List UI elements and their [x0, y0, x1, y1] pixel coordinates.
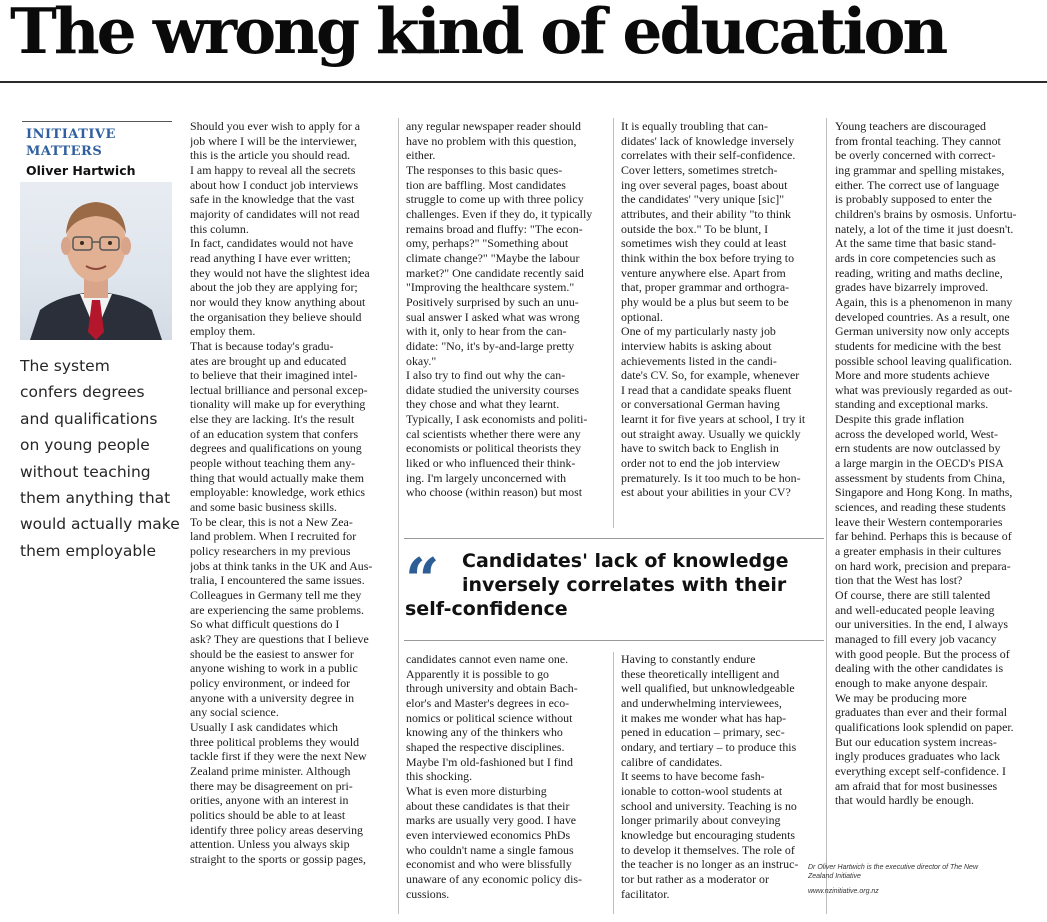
article-text-line: Cover letters, sometimes stretch-	[621, 162, 778, 177]
article-text-line: tor but rather as a moderator or	[621, 871, 769, 886]
article-text-line: this column.	[190, 221, 249, 236]
article-text-line: didates' lack of knowledge inversely	[621, 133, 795, 148]
article-text-line: outside the box." To be blunt, I	[621, 221, 769, 236]
article-text-line: climate change?" "Maybe the labour	[406, 250, 580, 265]
article-text-line: politics should be able to at least	[190, 807, 346, 822]
article-text-line: people without teaching them any-	[190, 456, 356, 471]
article-text-line: unaware of any economic policy dis-	[406, 871, 582, 886]
article-text-line: nately, a lot of the time it just doesn't.	[835, 221, 1014, 236]
article-text-line: ingly produces graduates who lack	[835, 749, 1001, 764]
article-text-line: this is the article you should read.	[190, 148, 351, 163]
article-text-line: students for medicine with the best	[835, 338, 1002, 353]
article-text-line: pened in education – primary, sec-	[621, 725, 785, 740]
article-text-line: straight to the sports or gossip pages,	[190, 851, 367, 866]
article-text-line: But our education system increas-	[835, 734, 997, 749]
pull-quote-left-line: confers degrees	[20, 383, 145, 402]
article-text-line: jobs at think tanks in the UK and Aus-	[190, 558, 373, 573]
article-text-line: they chose and what they learnt.	[406, 397, 560, 412]
article-text-line: what was previously regarded as out-	[835, 382, 1013, 397]
article-text-line: One of my particularly nasty job	[621, 324, 776, 339]
author-note	[808, 863, 978, 881]
article-text-line: who couldn't name a single famous	[406, 842, 574, 857]
article-text-line: from frontal teaching. They cannot	[835, 133, 1001, 148]
article-text-line: have no problem with this question,	[406, 133, 577, 148]
body-column-2-bottom	[406, 652, 611, 901]
article-text-line: it makes me wonder what has hap-	[621, 710, 787, 725]
article-text-line: there may be disagreement on pri-	[190, 778, 353, 793]
body-column-2-top	[406, 119, 611, 500]
article-text-line: anyone wishing to work in a public	[190, 661, 358, 676]
article-text-line: Of course, there are still talented	[835, 588, 991, 602]
article-text-line: is probably supposed to enter the	[835, 192, 992, 207]
article-text-line: ern students are now outclassed by	[835, 441, 1001, 456]
quote-top-rule	[404, 538, 824, 539]
article-text-line: enough to make anyone despair.	[835, 675, 988, 690]
article-text-line: degrees and qualifications on young	[190, 441, 362, 456]
article-text-line: ionable to cotton-wool students at	[621, 783, 783, 798]
article-text-line: employable: knowledge, work ethics	[190, 485, 366, 500]
author-note-line: Dr Oliver Hartwich is the executive director of The New	[808, 864, 978, 871]
article-text-line: Positively surprised by such an unu-	[406, 294, 579, 309]
article-text-line: phy would be a plus but seem to be	[621, 294, 789, 309]
article-text-line: possible school leaving qualification.	[835, 353, 1013, 368]
article-text-line: attention. Unless you always skip	[190, 837, 350, 852]
body-column-4	[835, 119, 1040, 808]
article-text-line: Apparently it is possible to go	[406, 666, 550, 681]
article-text-line: with good people. But the process of	[835, 646, 1010, 661]
article-text-line: knowledge but encouraging students	[621, 827, 796, 842]
column-tag-line-1: INITIATIVE	[26, 127, 116, 142]
article-text-line: a greater emphasis in their cultures	[835, 544, 1002, 559]
article-text-line: tralia, I encountered the same issues.	[190, 573, 365, 588]
quote-bottom-rule	[404, 640, 824, 641]
article-text-line: else they are lacking. It's the result	[190, 412, 355, 427]
pull-quote-center-line: inversely correlates with their	[462, 574, 787, 596]
article-text-line: What is even more disturbing	[406, 783, 547, 798]
article-text-line: ards in core competencies such as	[835, 250, 996, 265]
article-text-line: out straight away. Usually we quickly	[621, 426, 801, 441]
article-text-line: order not to end the job interview	[621, 456, 781, 471]
body-column-3-top	[621, 119, 824, 500]
article-text-line: majority of candidates will not read	[190, 206, 360, 221]
article-text-line: Zealand prime minister. Although	[190, 763, 351, 778]
body-column-1	[190, 119, 395, 866]
article-text-line: ing over several pages, boast about	[621, 177, 788, 192]
article-text-line: It seems to have become fash-	[621, 769, 765, 784]
article-text-line: elor's and Master's degrees in eco-	[406, 695, 570, 710]
column-tag	[26, 126, 116, 160]
article-text-line: Despite this grade inflation	[835, 412, 965, 427]
article-text-line: any regular newspaper reader should	[406, 119, 581, 133]
article-text-line: Again, this is a phenomenon in many	[835, 294, 1013, 309]
article-text-line: qualifications look splendid on paper.	[835, 719, 1014, 734]
article-text-line: am afraid that for most businesses	[835, 778, 998, 793]
article-text-line: nomics or political science without	[406, 710, 573, 725]
article-text-line: this shocking.	[406, 769, 473, 784]
article-text-line: Maybe I'm old-fashioned but I find	[406, 754, 573, 769]
article-text-line: either.	[406, 148, 436, 163]
article-text-line: our universities. In the end, I always	[835, 617, 1009, 632]
pull-quote-center	[405, 546, 789, 621]
article-text-line: Typically, I ask economists and politi-	[406, 412, 588, 427]
article-text-line: who choose (within reason) but most	[406, 485, 583, 500]
article-text-line: about how I conduct job interviews	[190, 177, 359, 192]
author-photo	[20, 182, 172, 340]
article-text-line: The responses to this basic ques-	[406, 162, 563, 177]
article-text-line: to develop it themselves. The role of	[621, 842, 795, 857]
article-text-line: ates are brought up and educated	[190, 353, 347, 368]
article-text-line: leave their Western contemporaries	[835, 514, 1003, 529]
article-text-line: any social science.	[190, 705, 279, 720]
article-text-line: attributes, and their ability "to think	[621, 206, 791, 221]
pull-quote-left-line: on young people	[20, 436, 150, 455]
article-text-line: sciences, and reading these students	[835, 500, 1006, 515]
article-text-line: interview habits is asking about	[621, 338, 772, 353]
article-text-line: that, proper grammar and orthogra-	[621, 280, 790, 295]
article-text-line: of an education system that confers	[190, 426, 359, 441]
article-text-line: to believe that their imagined intel-	[190, 368, 358, 383]
article-text-line: far behind. Perhaps this is because of	[835, 529, 1012, 544]
article-text-line: didate: "No, it's by-and-large pretty	[406, 338, 575, 353]
article-text-line: Young teachers are discouraged	[835, 119, 987, 133]
article-text-line: prematurely. Is it too much to be hon-	[621, 470, 801, 485]
article-text-line: didate studied the university courses	[406, 382, 580, 397]
article-text-line: marks are usually very good. I have	[406, 813, 577, 828]
article-text-line: lectual brilliance and personal excep-	[190, 382, 368, 397]
article-text-line: job where I will be the interviewer,	[190, 133, 357, 148]
article-text-line: tionality will make up for everything	[190, 397, 366, 412]
author-note-line: Zealand Initiative	[808, 873, 861, 880]
article-text-line: date's CV. So, for example, whenever	[621, 368, 800, 383]
article-text-line: they would not have the slightest idea	[190, 265, 370, 280]
article-text-line: German university now only accepts	[835, 324, 1010, 339]
article-text-line: and well-educated people leaving	[835, 602, 995, 617]
column-divider	[398, 118, 399, 914]
headline: The wrong kind of education	[10, 0, 946, 68]
article-text-line: Having to constantly endure	[621, 652, 756, 666]
article-text-line: even interviewed economics PhDs	[406, 827, 571, 842]
tag-rule	[22, 121, 172, 122]
article-text-line: and underwhelming interviewees,	[621, 695, 782, 710]
article-text-line: At the same time that basic stand-	[835, 236, 997, 251]
article-text-line: be overly concerned with correct-	[835, 148, 996, 163]
article-text-line: Usually I ask candidates which	[190, 719, 338, 734]
article-text-line: three political problems they would	[190, 734, 360, 749]
column-divider	[826, 118, 827, 914]
pull-quote-left-line: would actually make	[20, 515, 180, 534]
article-text-line: through university and obtain Bach-	[406, 681, 578, 696]
article-text-line: read anything I have ever written;	[190, 250, 351, 265]
column-divider	[613, 118, 614, 528]
article-text-line: grades have bizarrely improved.	[835, 280, 989, 295]
article-text-line: standing and exceptional marks.	[835, 397, 989, 412]
article-text-line: everything except self-confidence. I	[835, 763, 1007, 778]
website-url: www.nzinitiative.org.nz	[808, 888, 879, 895]
article-text-line: nor would they know anything about	[190, 294, 366, 309]
article-text-line: correlates with their self-confidence.	[621, 148, 796, 163]
article-text-line: ondary, and tertiary – to produce this	[621, 739, 797, 754]
article-text-line: challenges. Even if they do, it typically	[406, 206, 593, 221]
article-text-line: the organisation they believe should	[190, 309, 362, 324]
article-text-line: graduates than ever and their formal	[835, 705, 1008, 720]
article-text-line: with it, only to hear from the can-	[406, 324, 567, 339]
article-text-line: struggle to come up with three policy	[406, 192, 584, 207]
article-text-line: policy researchers in my previous	[190, 544, 351, 559]
pull-quote-center-line: Candidates' lack of knowledge	[462, 550, 789, 572]
article-text-line: optional.	[621, 309, 663, 324]
article-text-line: policy environment, or indeed for	[190, 675, 351, 690]
article-text-line: learnt it for five years at school, I try it	[621, 412, 806, 427]
article-text-line: employ them.	[190, 324, 256, 339]
article-text-line: thing that would actually make them	[190, 470, 365, 485]
article-text-line: that would hardly be enough.	[835, 793, 975, 808]
article-text-line: ask? They are questions that I believe	[190, 631, 369, 646]
article-text-line: ing. I'm largely unconcerned with	[406, 470, 567, 485]
article-text-line: We may be producing more	[835, 690, 967, 705]
article-text-line: I also try to find out why the can-	[406, 368, 566, 383]
article-text-line: school and university. Teaching is no	[621, 798, 797, 813]
pull-quote-left	[20, 353, 180, 564]
article-text-line: liked or who influenced their think-	[406, 456, 576, 471]
article-text-line: I am happy to reveal all the secrets	[190, 162, 356, 177]
article-text-line: the teacher is no longer as an instruc-	[621, 857, 799, 872]
article-text-line: managed to fill every job vacancy	[835, 631, 997, 646]
pull-quote-left-line: them anything that	[20, 489, 171, 508]
article-text-line: est about your abilities in your CV?	[621, 485, 791, 500]
article-text-line: and some basic business skills.	[190, 500, 337, 515]
article-text-line: have to switch back to English in	[621, 441, 779, 456]
article-text-line: across the developed world, West-	[835, 426, 998, 441]
article-text-line: assessment by students from China,	[835, 470, 1006, 485]
article-text-line: reading, writing and maths decline,	[835, 265, 1003, 280]
article-text-line: safe in the knowledge that the vast	[190, 192, 355, 207]
author-portrait-image	[20, 182, 172, 340]
article-text-line: In fact, candidates would not have	[190, 236, 354, 251]
article-text-line: So what difficult questions do I	[190, 617, 340, 632]
article-text-line: anyone with a university degree in	[190, 690, 355, 705]
author-name: Oliver Hartwich	[26, 163, 136, 178]
article-text-line: shaped the respective disciplines.	[406, 739, 565, 754]
article-text-line: omy, perhaps?" "Something about	[406, 236, 569, 251]
article-text-line: tackle first if they were the next New	[190, 749, 367, 764]
article-text-line: children's brains by osmosis. Unfortu-	[835, 206, 1017, 221]
article-text-line: cal scientists whether there were any	[406, 426, 581, 441]
pull-quote-left-line: The system	[20, 357, 110, 375]
article-text-line: okay."	[406, 353, 437, 368]
article-text-line: candidates cannot even name one.	[406, 652, 569, 666]
article-text-line: ing grammar and spelling mistakes,	[835, 162, 1005, 177]
column-divider	[613, 652, 614, 914]
article-text-line: developed countries. As a result, one	[835, 309, 1010, 324]
article-text-line: think within the box before trying to	[621, 250, 795, 265]
article-text-line: either. The correct use of language	[835, 177, 1000, 192]
article-text-line: market?" One candidate recently said	[406, 265, 584, 280]
article-text-line: Singapore and Hong Kong. In maths,	[835, 485, 1013, 500]
article-text-line: tion that the West has lost?	[835, 573, 963, 588]
article-text-line: dealing with the other candidates is	[835, 661, 1004, 676]
article-text-line: well qualified, but unknowledgeable	[621, 681, 795, 696]
quote-mark-icon: “	[405, 546, 440, 616]
article-text-line: a large margin in the OECD's PISA	[835, 456, 1004, 471]
article-text-line: achievements listed in the candi-	[621, 353, 777, 368]
article-text-line: Should you ever wish to apply for a	[190, 119, 361, 133]
article-text-line: It is equally troubling that can-	[621, 119, 768, 133]
article-text-line: about these candidates is that their	[406, 798, 570, 813]
article-text-line: on hard work, precision and prepara-	[835, 558, 1011, 573]
article-text-line: knowing any of the thinkers who	[406, 725, 563, 740]
body-column-3-bottom	[621, 652, 824, 901]
article-text-line: identify three policy areas deserving	[190, 822, 364, 837]
article-text-line: Colleagues in Germany tell me they	[190, 588, 362, 602]
article-text-line: or conversational German having	[621, 397, 780, 412]
article-text-line: venture anywhere else. Apart from	[621, 265, 786, 280]
article-text-line: "Improving the healthcare system."	[406, 280, 575, 295]
article-text-line: are experiencing the same problems.	[190, 602, 364, 617]
pull-quote-left-line: and qualifications	[20, 409, 158, 428]
pull-quote-left-line: them employable	[20, 541, 157, 560]
top-rule	[0, 81, 1047, 83]
article-text-line: longer primarily about conveying	[621, 813, 781, 828]
column-tag-line-2: MATTERS	[26, 144, 103, 159]
pull-quote-center-line: self-confidence	[405, 598, 568, 620]
article-text-line: orities, anyone with an interest in	[190, 793, 349, 808]
article-text-line: land problem. When I recruited for	[190, 529, 357, 544]
article-text-line: To be clear, this is not a New Zea-	[190, 514, 353, 529]
article-text-line: remains broad and fluffy: "The econ-	[406, 221, 583, 236]
article-text-line: tion are baffling. Most candidates	[406, 177, 566, 192]
article-text-line: economist and who were blissfully	[406, 857, 572, 872]
article-text-line: should be the easiest to answer for	[190, 646, 354, 661]
article-text-line: calibre of candidates.	[621, 754, 723, 769]
article-text-line: facilitator.	[621, 886, 670, 901]
article-text-line: I read that a candidate speaks fluent	[621, 382, 792, 397]
article-text-line: about the job they are applying for;	[190, 280, 358, 295]
article-text-line: these theoretically intelligent and	[621, 666, 780, 681]
article-text-line: More and more students achieve	[835, 368, 990, 383]
article-text-line: cussions.	[406, 886, 450, 901]
pull-quote-left-line: without teaching	[20, 462, 151, 481]
article-text-line: That is because today's gradu-	[190, 338, 334, 353]
article-text-line: the candidates' "very unique [sic]"	[621, 192, 785, 207]
article-text-line: sometimes wish they could at least	[621, 236, 787, 251]
article-text-line: economists or political theorists they	[406, 441, 582, 456]
article-text-line: sual answer I asked what was wrong	[406, 309, 580, 324]
